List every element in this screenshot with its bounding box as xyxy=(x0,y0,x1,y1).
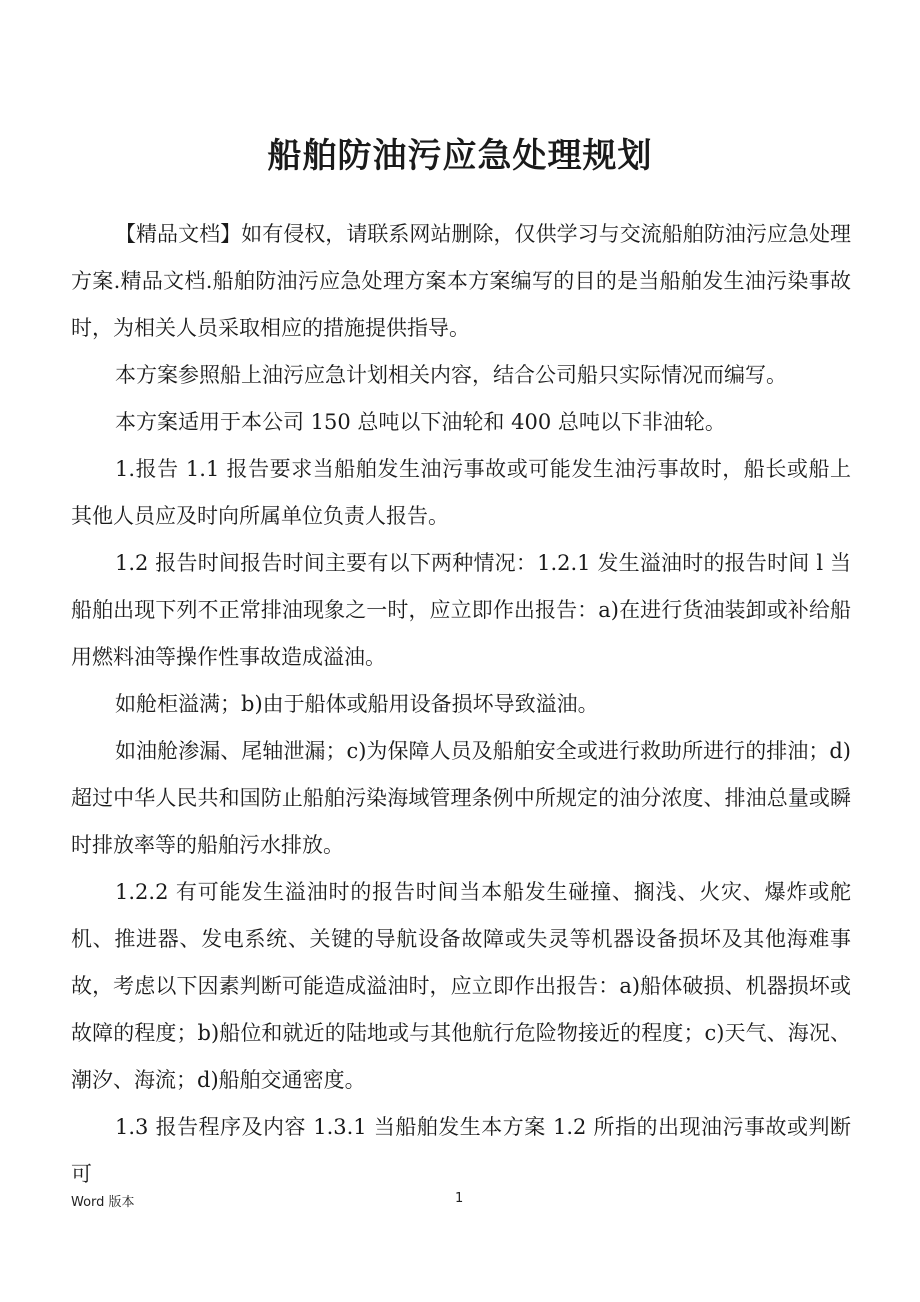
paragraph-8: 1.2.2 有可能发生溢油时的报告时间当本船发生碰撞、搁浅、火灾、爆炸或舵机、推进器、发电系统、关键的导航设备故障或失灵等机器设备损坏及其他海难事故，考虑以下因素判断可能造成溢油时，应立即作出报告：a)船体破损、机器损坏或故障的程度；b)船位和就近的陆地或与其他航行危险物接近的程度；c)天气、海况、潮汐、海流；d)船舶交通密度。 xyxy=(71,880,851,1092)
paragraph-7: 如油舱渗漏、尾轴泄漏；c)为保障人员及船舶安全或进行救助所进行的排油；d)超过中华人民共和国防止船舶污染海域管理条例中所规定的油分浓度、排油总量或瞬时排放率等的船舶污水排放。 xyxy=(71,739,851,857)
paragraph-6: 如舱柜溢满；b)由于船体或船用设备损坏导致溢油。 xyxy=(115,692,599,716)
document-body xyxy=(71,211,851,1198)
page-number: 1 xyxy=(455,1191,464,1206)
footer-label: Word 版本 xyxy=(71,1195,135,1210)
document-title: 船舶防油污应急处理规划 xyxy=(267,136,653,176)
paragraph-1: 【精品文档】如有侵权，请联系网站删除，仅供学习与交流船舶防油污应急处理方案.精品文档.船舶防油污应急处理方案本方案编写的目的是当船舶发生油污染事故时，为相关人员采取相应的措施提供指导。 xyxy=(71,222,851,340)
paragraph-2: 本方案参照船上油污应急计划相关内容，结合公司船只实际情况而编写。 xyxy=(115,363,787,387)
paragraph-3: 本方案适用于本公司 150 总吨以下油轮和 400 总吨以下非油轮。 xyxy=(115,410,726,434)
paragraph-5: 1.2 报告时间报告时间主要有以下两种情况：1.2.1 发生溢油时的报告时间 l 当船舶出现下列不正常排油现象之一时，应立即作出报告：a)在进行货油装卸或补给船用燃料油等操作性事故造成溢油。 xyxy=(71,551,851,669)
paragraph-9: 1.3 报告程序及内容 1.3.1 当船舶发生本方案 1.2 所指的出现油污事故或判断可 xyxy=(71,1115,851,1186)
paragraph-4: 1.报告 1.1 报告要求当船舶发生油污事故或可能发生油污事故时，船长或船上其他人员应及时向所属单位负责人报告。 xyxy=(71,457,851,528)
